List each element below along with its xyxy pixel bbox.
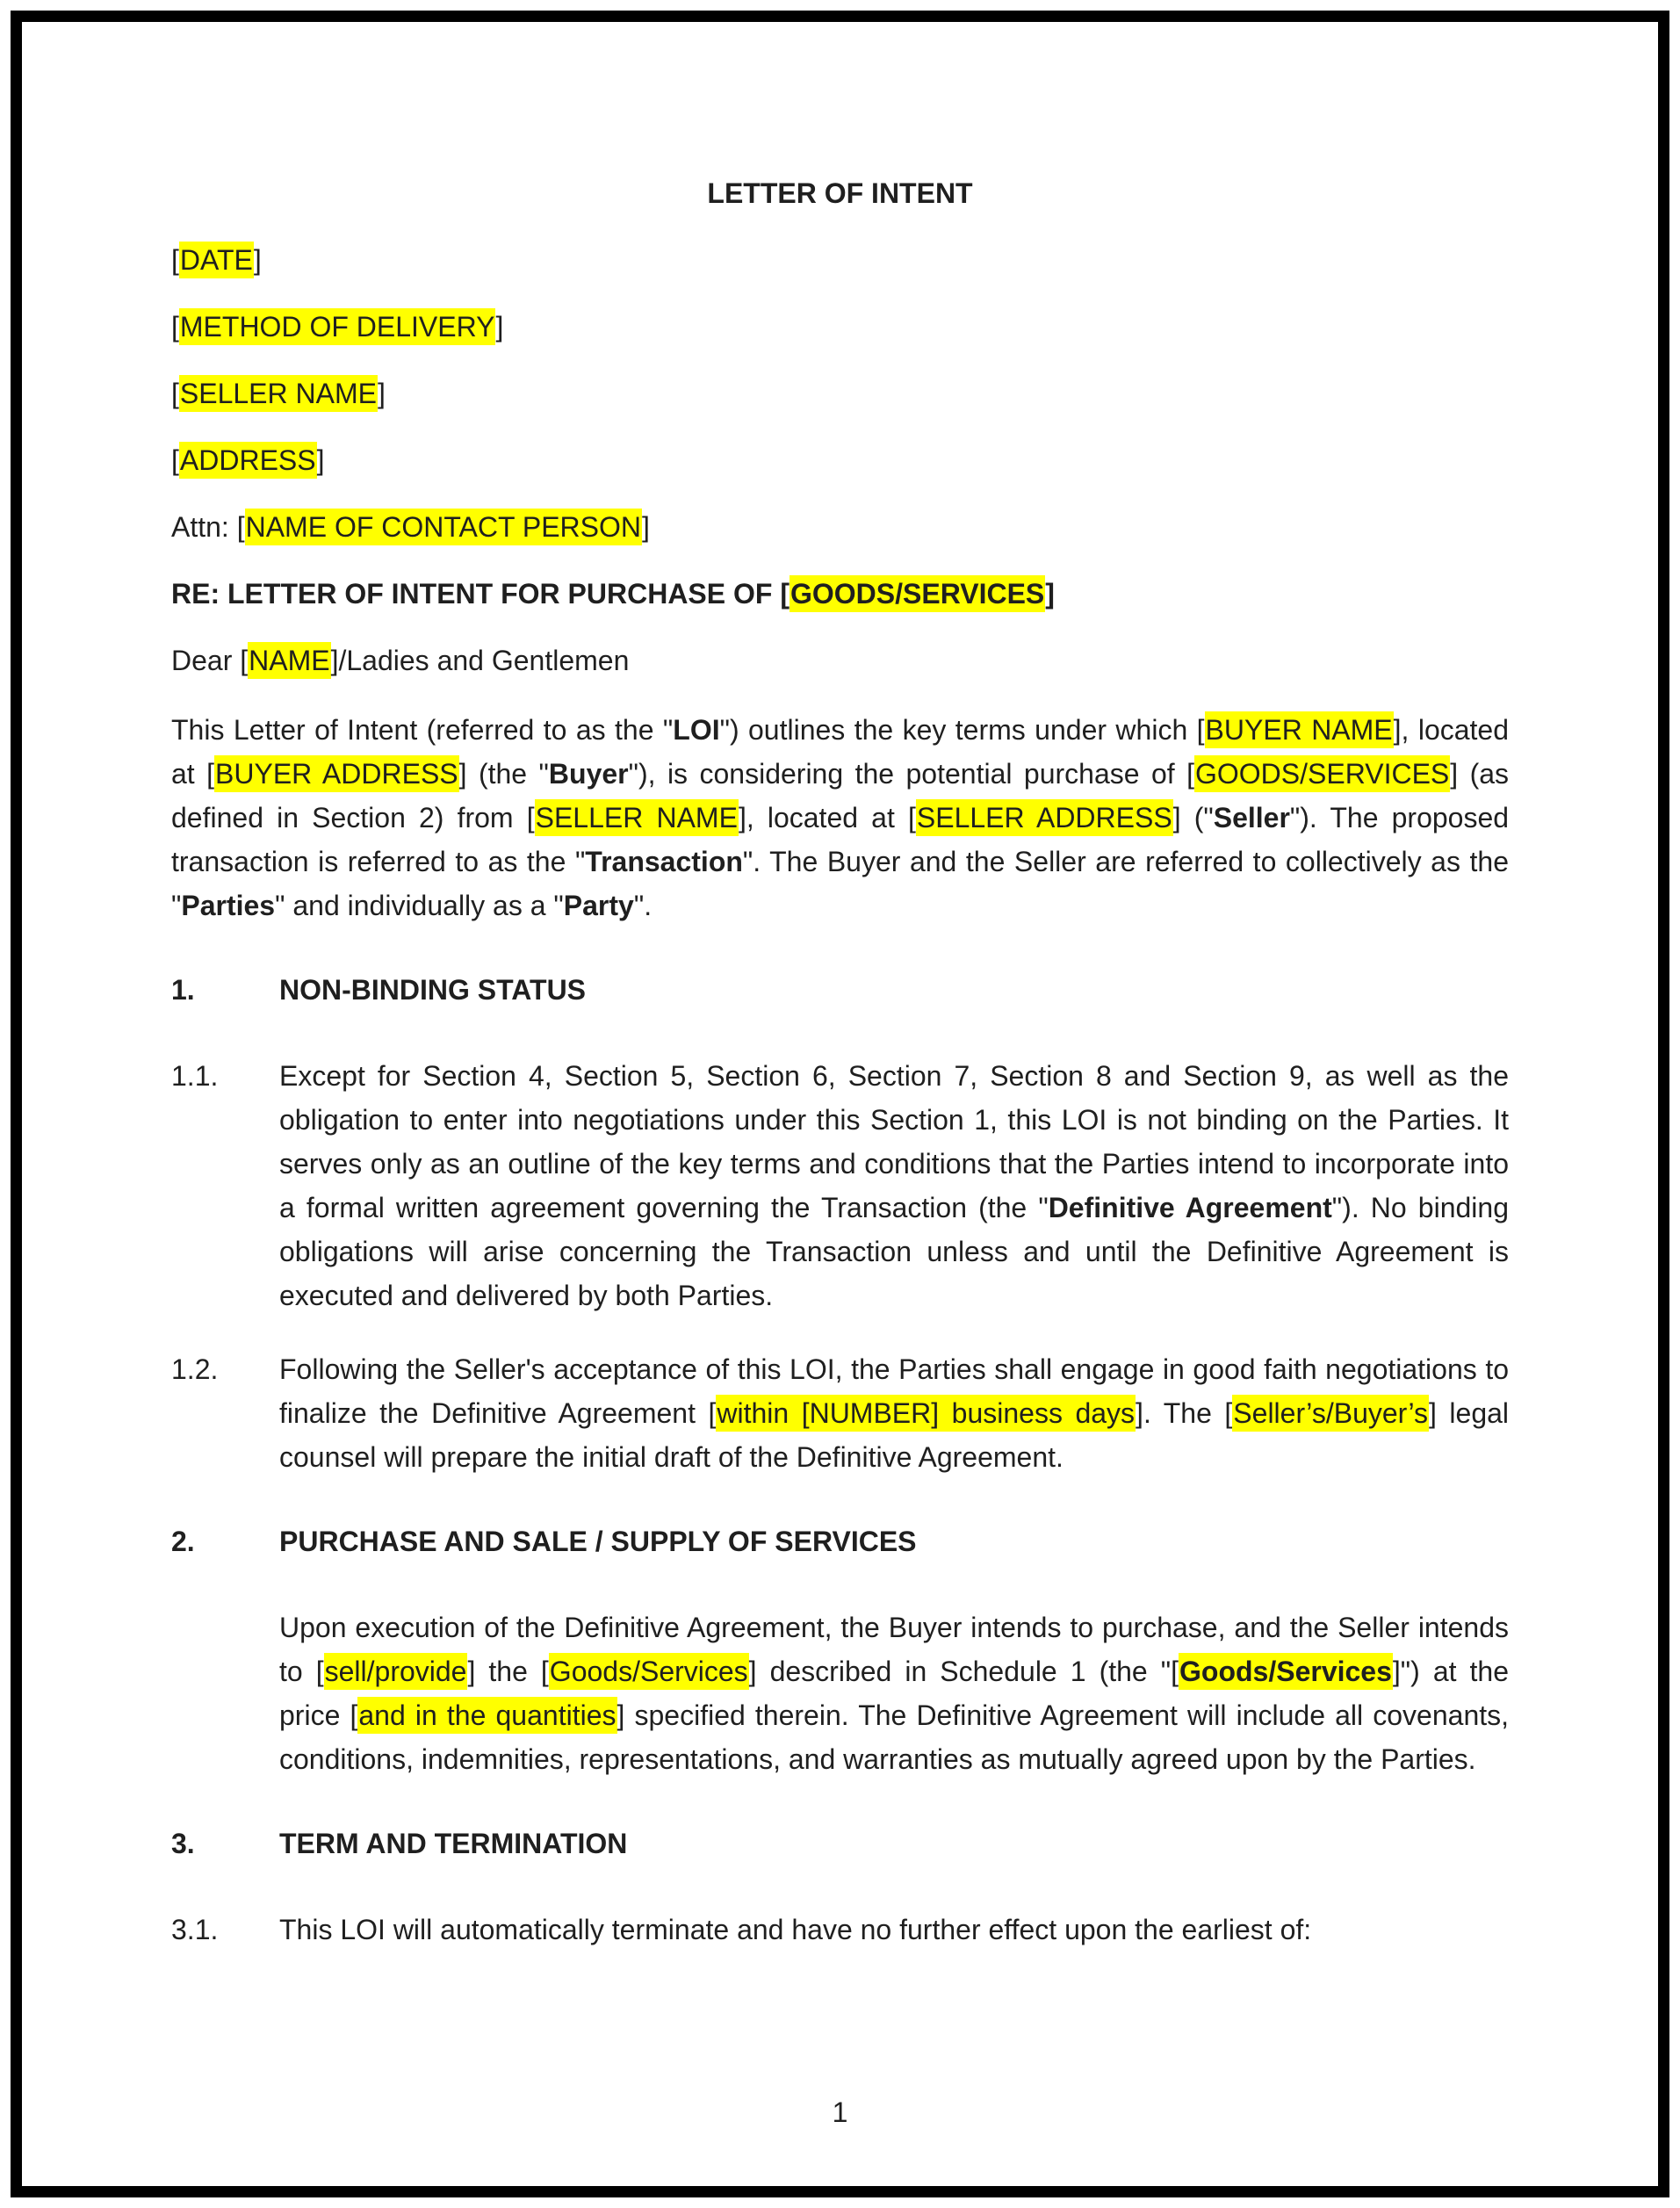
highlighted-placeholder: sell/provide [324, 1653, 468, 1690]
text-run: " and individually as a " [275, 890, 564, 921]
intro-paragraph [171, 708, 1509, 927]
text-run: "). The proposed transaction is referred to as the " [171, 802, 1510, 877]
page-number: 1 [832, 2096, 848, 2128]
text-run: ] (" [1172, 802, 1214, 833]
highlighted-placeholder: NAME OF CONTACT PERSON [245, 509, 642, 545]
highlighted-placeholder: ADDRESS [179, 442, 317, 479]
clause-3-1-number: 3.1. [171, 1914, 219, 1945]
highlighted-placeholder: Goods/Services [549, 1653, 749, 1690]
seller-name-line [171, 372, 1509, 415]
highlighted-placeholder: GOODS/SERVICES [1194, 755, 1450, 792]
text-run: This LOI will automatically terminate and have no further effect upon the earliest of: [279, 1914, 1312, 1945]
text-run: ] legal counsel will prepare the initial draft of the Definitive Agreement. [279, 1397, 1510, 1473]
highlighted-placeholder: Seller’s/Buyer’s [1232, 1395, 1429, 1432]
date-placeholder-line [171, 238, 1509, 282]
clause-3-1 [171, 1908, 1509, 1952]
text-run: ] specified therein. The Definitive Agreement will include all covenants, conditions, indemnities, representations, and warranties as mutually agreed upon by the Parties. [279, 1699, 1510, 1775]
clause-1-1 [171, 1054, 1509, 1317]
text-run: ] [316, 444, 325, 476]
text-run: Dear [ [171, 645, 249, 676]
subject-line [171, 572, 1509, 616]
highlighted-placeholder: DATE [179, 242, 254, 278]
section-2-title: PURCHASE AND SALE / SUPPLY OF SERVICES [279, 1526, 917, 1557]
section-2-number: 2. [171, 1526, 195, 1557]
text-run: ] [253, 244, 262, 276]
text-run: Parties [181, 890, 276, 921]
text-run: ]/Ladies and Gentlemen [330, 645, 630, 676]
text-run: ") outlines the key terms under which [ [719, 714, 1205, 746]
text-run: ] [642, 511, 650, 543]
highlighted-placeholder: SELLER ADDRESS [916, 799, 1173, 836]
text-run: Following the Seller's acceptance of this LOI, the Parties shall engage in good faith negotiations to finalize the Definitive Agreement [ [279, 1353, 1509, 1429]
text-run: Buyer [548, 758, 629, 790]
text-run: [ [171, 378, 179, 409]
text-run: This Letter of Intent (referred to as the " [171, 714, 674, 746]
text-run: ] described in Schedule 1 (the "[ [748, 1656, 1179, 1687]
text-run: Definitive Agreement [1048, 1192, 1332, 1223]
text-run: "), is considering the potential purchase of [ [628, 758, 1194, 790]
highlighted-placeholder: NAME [248, 642, 330, 679]
text-run: "). No binding obligations will arise concerning the Transaction unless and until the Definitive Agreement is executed and delivered by both Parties. [279, 1192, 1510, 1311]
section-3-heading [171, 1822, 1509, 1865]
highlighted-placeholder: GOODS/SERVICES [790, 575, 1045, 612]
clause-1-1-number: 1.1. [171, 1060, 219, 1092]
text-run: ], located at [ [171, 714, 1510, 790]
text-run: LOI [673, 714, 720, 746]
text-run: ] [377, 378, 386, 409]
section-3-title: TERM AND TERMINATION [279, 1828, 628, 1859]
text-run: Party [563, 890, 634, 921]
highlighted-placeholder: and in the quantities [357, 1697, 616, 1734]
document-title: LETTER OF INTENT [707, 177, 973, 209]
section-2-heading [171, 1519, 1509, 1563]
text-run: [ [171, 444, 179, 476]
text-run: ". [633, 890, 653, 921]
clause-1-2-text [279, 1347, 1509, 1479]
highlighted-placeholder: METHOD OF DELIVERY [179, 308, 496, 345]
text-run: ] (as defined in Section 2) from [ [171, 758, 1510, 833]
text-run: ] the [ [467, 1656, 549, 1687]
text-run: Seller [1213, 802, 1290, 833]
highlighted-placeholder: SELLER NAME [179, 375, 378, 412]
attention-line [171, 505, 1509, 549]
highlighted-placeholder: Goods/Services [1179, 1653, 1393, 1690]
text-run: ]. The [ [1136, 1397, 1233, 1429]
highlighted-placeholder: BUYER ADDRESS [214, 755, 459, 792]
text-run: [ [171, 244, 179, 276]
text-run: Upon execution of the Definitive Agreement, the Buyer intends to purchase, and the Seller intends to [ [279, 1612, 1509, 1687]
highlighted-placeholder: SELLER NAME [535, 799, 739, 836]
clause-1-1-text [279, 1054, 1509, 1317]
text-run: ] [495, 311, 504, 343]
section-1-title: NON-BINDING STATUS [279, 974, 587, 1006]
text-run: Transaction [585, 846, 743, 877]
section-2-paragraph [279, 1605, 1509, 1781]
text-run: [ [171, 311, 179, 343]
section-1-number: 1. [171, 974, 195, 1006]
section-3-number: 3. [171, 1828, 195, 1859]
text-run: ]") at the price [ [279, 1656, 1510, 1731]
document-content [22, 22, 1658, 2186]
text-run: ] (the " [458, 758, 549, 790]
text-run: RE: LETTER OF INTENT FOR PURCHASE OF [ [171, 578, 790, 610]
text-run: ] [1045, 578, 1055, 610]
clause-3-1-text [279, 1908, 1509, 1952]
text-run: ], located at [ [738, 802, 916, 833]
clause-1-2-number: 1.2. [171, 1353, 219, 1385]
text-run: ". The Buyer and the Seller are referred to collectively as the " [171, 846, 1509, 921]
address-line [171, 438, 1509, 482]
highlighted-placeholder: BUYER NAME [1205, 711, 1394, 748]
salutation-line [171, 639, 1509, 682]
text-run: Attn: [ [171, 511, 245, 543]
highlighted-placeholder: within [NUMBER] business days [716, 1395, 1136, 1432]
clause-1-2 [171, 1347, 1509, 1479]
delivery-method-line [171, 305, 1509, 349]
text-run: Except for Section 4, Section 5, Section 6, Section 7, Section 8 and Section 9, as well as the obligation to enter into negotiations under this Section 1, this LOI is not binding on the Parties. It serves only as an outline of the key terms and conditions that the Parties intend to incorporate into a formal written agreement governing the Transaction (the " [279, 1060, 1509, 1223]
section-1-heading [171, 968, 1509, 1012]
